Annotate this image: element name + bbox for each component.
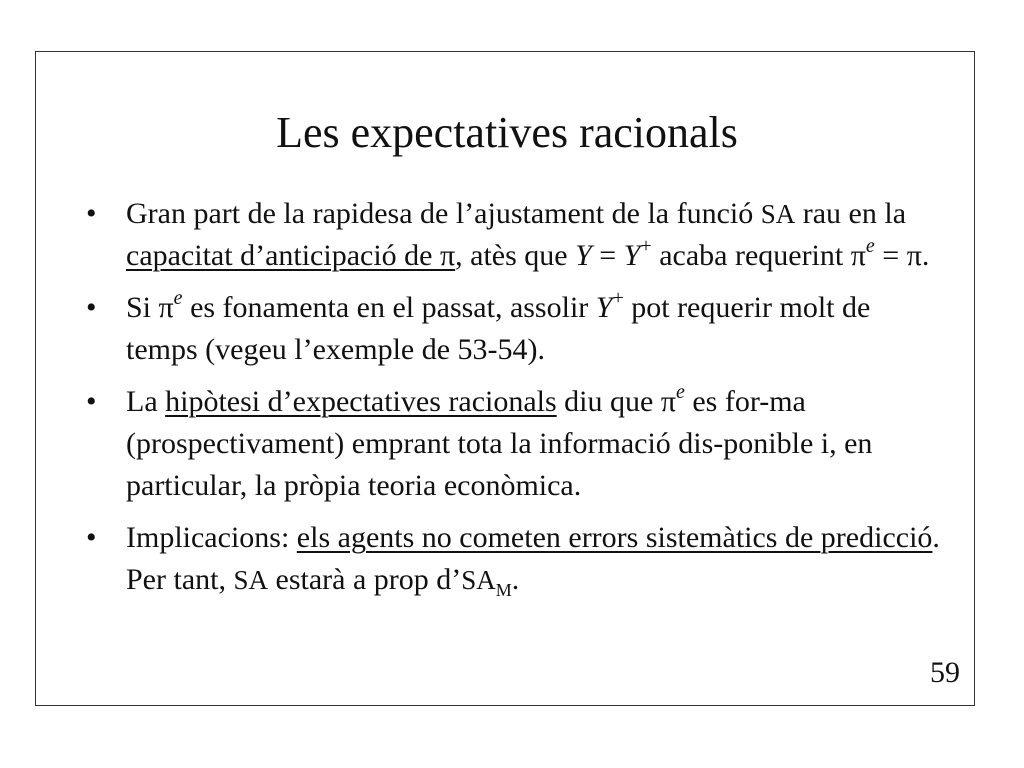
bullet-text: La [126,385,166,418]
bullet-item [86,517,946,601]
bullet-marker: • [86,521,97,554]
bullet-marker: • [86,291,97,324]
bullet-text: Si π [126,291,174,324]
bullet-text: SA [461,565,496,595]
bullet-text: . [511,563,520,596]
underlined-text: els agents no cometen errors sistemàtics de predicció [296,521,933,554]
bullet-text: rau en la [795,197,907,230]
bullet-item [86,287,946,371]
bullet-text: Implicacions: [126,521,297,554]
bullet-text: estarà a prop d’ [268,563,462,596]
bullet-text: SA [760,199,796,229]
underlined-text: hipòtesi d’expectatives racionals [165,385,557,418]
bullet-text: diu que π [556,385,676,418]
bullet-text: . Per tant, [126,521,940,596]
superscript: e [675,381,685,403]
bullet-item [86,381,946,507]
subscript: M [495,580,512,600]
bullet-text: pot requerir molt de temps (vegeu l’exemple de 53-54). [126,291,871,366]
superscript: e [173,287,183,309]
bullet-text: SA [233,565,268,595]
bullet-list [86,193,946,611]
slide-title: Les expectatives racionals [276,108,738,157]
bullet-text: es for-ma (prospectivament) emprant tota la informació dis-ponible i, en particular, la pròpia teoria econòmica. [126,385,873,502]
bullet-text: es fonamenta en el passat, assolir [182,291,596,324]
underlined-text: capacitat d’anticipació de π [126,239,456,272]
superscript: e [865,235,875,257]
bullet-marker: • [86,385,97,418]
bullet-text: = [591,239,624,272]
bullet-text: acaba requerint π [651,239,866,272]
superscript: + [612,287,624,309]
bullet-text: , atès que [455,239,576,272]
bullet-text: = π. [874,239,930,272]
math-variable: Y [623,239,641,272]
superscript: + [640,235,652,257]
bullet-item [86,193,946,277]
bullet-text: Gran part de la rapidesa de l’ajustament de la funció [126,197,761,230]
bullet-marker: • [86,197,97,230]
math-variable: Y [595,291,613,324]
math-variable: Y [575,239,592,272]
page-number: 59 [930,656,960,689]
